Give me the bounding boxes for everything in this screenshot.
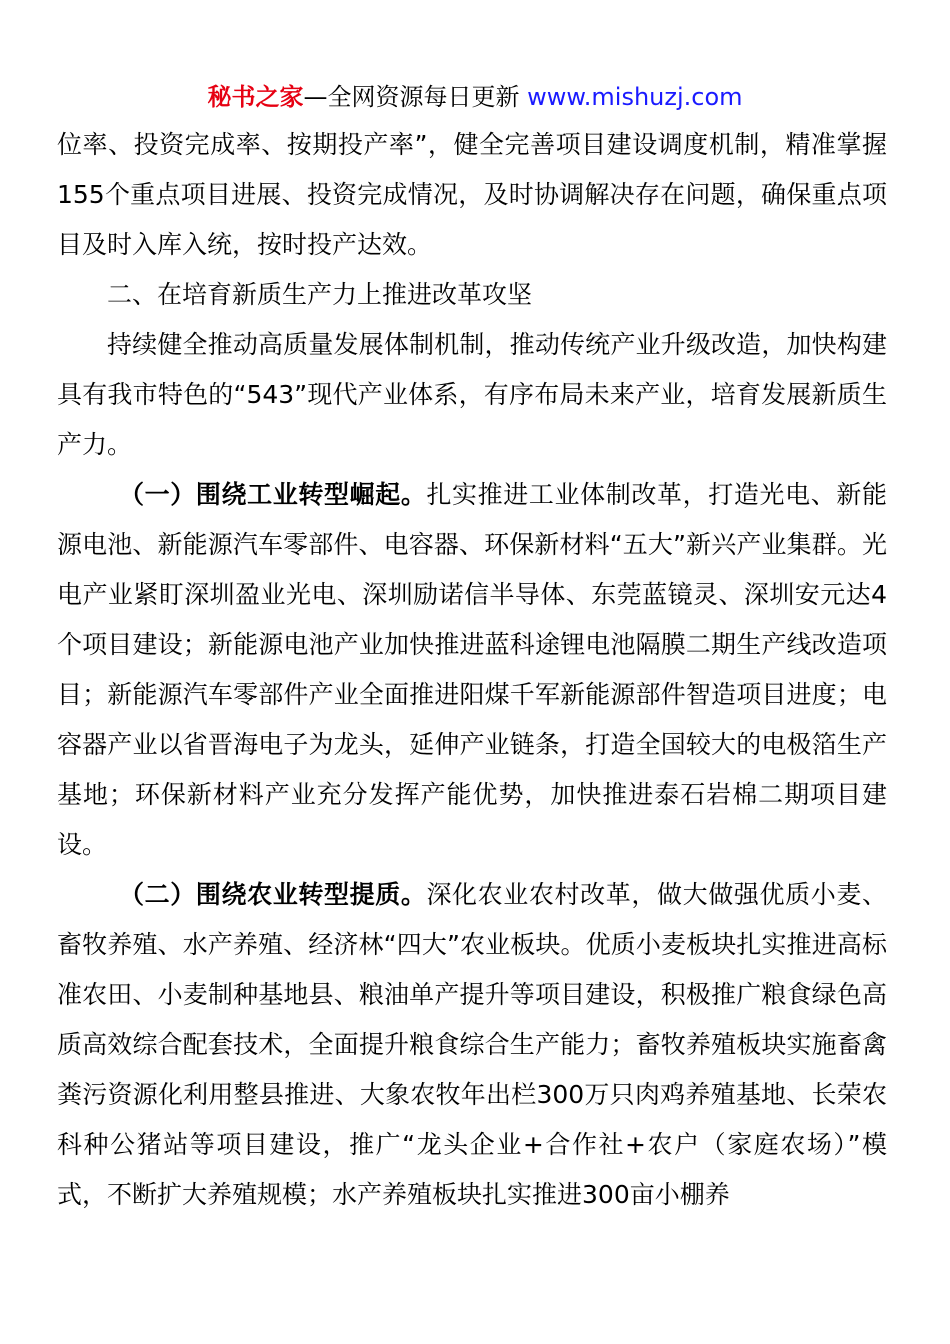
agriculture-paragraph bbox=[57, 870, 887, 1220]
agriculture-text: 深化农业农村改革，做大做强优质小麦、畜牧养殖、水产养殖、经济林“四大”农业板块。优质小麦板块扎实推进高标准农田、小麦制种基地县、粮油单产提升等项目建设，积极推广粮食绿色高质高效综合配套技术，全面提升粮食综合生产能力；畜牧养殖板块实施畜禽粪污资源化利用整县推进、大象农牧年出栏300万只肉鸡养殖基地、长荣农科种公猪站等项目建设，推广“龙头企业+合作社+农户（家庭农场）”模式，不断扩大养殖规模；水产养殖板块扎实推进300亩小棚养 bbox=[57, 880, 887, 1209]
paragraph-continuation: 位率、投资完成率、按期投产率”，健全完善项目建设调度机制，精准掌握155个重点项目进展、投资完成情况，及时协调解决存在问题，确保重点项目及时入库入统，按时投产达效。 bbox=[57, 130, 887, 259]
section-heading: 二、在培育新质生产力上推进改革攻坚 bbox=[107, 280, 533, 309]
industry-subheading: （一）围绕工业转型崛起。 bbox=[119, 480, 427, 509]
industry-paragraph bbox=[57, 470, 887, 870]
section-intro-paragraph: 持续健全推动高质量发展体制机制，推动传统产业升级改造，加快构建具有我市特色的“543”现代产业体系，有序布局未来产业，培育发展新质生产力。 bbox=[57, 330, 887, 459]
brand-name: 秘书之家 bbox=[207, 83, 304, 111]
page-header bbox=[0, 80, 950, 114]
industry-text: 扎实推进工业体制改革，打造光电、新能源电池、新能源汽车零部件、电容器、环保新材料“五大”新兴产业集群。光电产业紧盯深圳盈业光电、深圳励诺信半导体、东莞蓝镜灵、深圳安元达4个项目建设；新能源电池产业加快推进蓝科途锂电池隔膜二期生产线改造项目；新能源汽车零部件产业全面推进阳煤千军新能源部件智造项目进度；电容器产业以省晋海电子为龙头，延伸产业链条，打造全国较大的电极箔生产基地；环保新材料产业充分发挥产能优势，加快推进泰石岩棉二期项目建设。 bbox=[57, 480, 887, 859]
website-link[interactable]: www.mishuzj.com bbox=[527, 83, 743, 111]
header-slogan: —全网资源每日更新 bbox=[303, 83, 528, 111]
document-body bbox=[57, 120, 887, 1220]
agriculture-subheading: （二）围绕农业转型提质。 bbox=[119, 880, 427, 909]
